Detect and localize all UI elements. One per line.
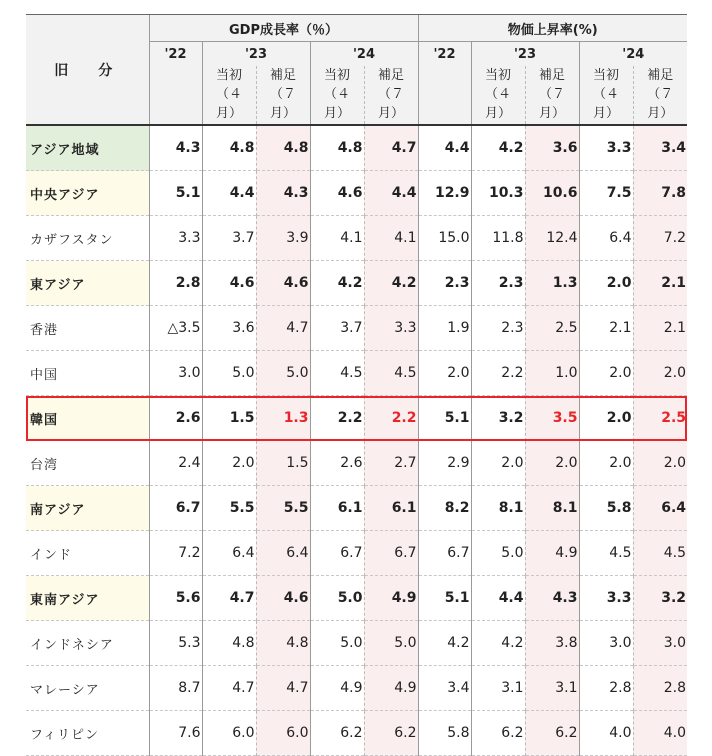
value-cell: 2.3 xyxy=(418,261,471,306)
sub-header-line: （７ xyxy=(377,87,404,102)
value-cell: 4.0 xyxy=(633,711,687,756)
sub-header-line: 当初 xyxy=(215,68,242,83)
gdp-22-sub xyxy=(149,66,202,125)
value-cell: 4.7 xyxy=(256,666,310,711)
gdp-24-revised xyxy=(364,66,418,125)
value-cell: 11.8 xyxy=(471,216,525,261)
value-cell: 5.0 xyxy=(202,351,256,396)
value-cell: 6.7 xyxy=(149,486,202,531)
value-cell: 3.0 xyxy=(633,621,687,666)
gdp-24-initial xyxy=(310,66,364,125)
table-row xyxy=(26,306,687,351)
value-cell: 2.6 xyxy=(149,396,202,441)
sub-header-line: 補足 xyxy=(377,68,404,83)
value-cell: 6.0 xyxy=(256,711,310,756)
value-cell: 2.0 xyxy=(579,351,633,396)
value-cell: 4.6 xyxy=(202,261,256,306)
value-cell: 4.5 xyxy=(579,531,633,576)
value-cell: 4.8 xyxy=(202,621,256,666)
value-cell: 6.2 xyxy=(525,711,579,756)
table-row xyxy=(26,711,687,756)
table-row xyxy=(26,531,687,576)
region-name-cell: アジア地域 xyxy=(26,125,149,171)
value-cell: 3.3 xyxy=(579,125,633,171)
gdp-year-23: '23 xyxy=(202,42,310,67)
value-cell: 2.3 xyxy=(471,306,525,351)
sub-header-line: 月） xyxy=(592,106,619,121)
value-cell: 2.7 xyxy=(364,441,418,486)
value-cell: 3.2 xyxy=(471,396,525,441)
value-cell: 2.0 xyxy=(633,351,687,396)
value-cell: 4.7 xyxy=(256,306,310,351)
value-cell: 2.2 xyxy=(471,351,525,396)
value-cell: 6.2 xyxy=(471,711,525,756)
table-row xyxy=(26,621,687,666)
value-cell: 4.6 xyxy=(256,576,310,621)
region-name-cell: インドネシア xyxy=(30,637,114,653)
value-cell: 6.2 xyxy=(364,711,418,756)
value-cell: 6.4 xyxy=(202,531,256,576)
value-cell: 4.3 xyxy=(256,171,310,216)
sub-header-line: 補足 xyxy=(647,68,674,83)
sub-header-line: 補足 xyxy=(538,68,565,83)
value-cell: 3.9 xyxy=(256,216,310,261)
value-cell: 4.5 xyxy=(633,531,687,576)
value-cell: 4.7 xyxy=(202,666,256,711)
value-cell: 5.1 xyxy=(149,171,202,216)
region-name-cell: 東アジア xyxy=(26,261,149,306)
value-cell: 6.7 xyxy=(310,531,364,576)
value-cell: 3.0 xyxy=(149,351,202,396)
gdp-23-revised xyxy=(256,66,310,125)
value-cell: 4.4 xyxy=(202,171,256,216)
value-cell: 2.2 xyxy=(364,396,418,441)
gdp-23-initial xyxy=(202,66,256,125)
value-cell: 4.8 xyxy=(202,125,256,171)
value-cell: 3.7 xyxy=(310,306,364,351)
sub-header-line: 月） xyxy=(647,106,674,121)
value-cell: 5.0 xyxy=(364,621,418,666)
value-cell: 4.5 xyxy=(364,351,418,396)
value-cell: 2.5 xyxy=(525,306,579,351)
region-name-cell: 韓国 xyxy=(26,396,149,441)
value-cell: 2.0 xyxy=(418,351,471,396)
value-cell: 2.8 xyxy=(633,666,687,711)
value-cell: 8.2 xyxy=(418,486,471,531)
value-cell: 2.0 xyxy=(579,441,633,486)
value-cell: 4.8 xyxy=(256,125,310,171)
cpi-24-initial xyxy=(579,66,633,125)
value-cell: 4.4 xyxy=(471,576,525,621)
value-cell: 6.1 xyxy=(310,486,364,531)
value-cell: 12.9 xyxy=(418,171,471,216)
value-cell: 6.4 xyxy=(256,531,310,576)
value-cell: 4.1 xyxy=(310,216,364,261)
cpi-23-revised xyxy=(525,66,579,125)
sub-header-line: 当初 xyxy=(323,68,350,83)
value-cell: 10.3 xyxy=(471,171,525,216)
value-cell: 2.1 xyxy=(633,261,687,306)
value-cell: 7.8 xyxy=(633,171,687,216)
gdp-year-24: '24 xyxy=(310,42,418,67)
value-cell: 3.5 xyxy=(525,396,579,441)
value-cell: 3.1 xyxy=(471,666,525,711)
value-cell: 6.0 xyxy=(202,711,256,756)
value-cell: 5.0 xyxy=(256,351,310,396)
region-name-cell: フィリピン xyxy=(30,727,99,743)
value-cell: 3.3 xyxy=(149,216,202,261)
value-cell: 5.5 xyxy=(202,486,256,531)
value-cell: 4.9 xyxy=(364,666,418,711)
value-cell: 4.7 xyxy=(202,576,256,621)
sub-header-line: （７ xyxy=(269,87,296,102)
value-cell: 2.9 xyxy=(418,441,471,486)
table-body xyxy=(26,125,687,756)
value-cell: 10.6 xyxy=(525,171,579,216)
value-cell: 2.0 xyxy=(471,441,525,486)
value-cell: 15.0 xyxy=(418,216,471,261)
sub-header-line: 月） xyxy=(323,106,350,121)
value-cell: 7.6 xyxy=(149,711,202,756)
value-cell: 5.3 xyxy=(149,621,202,666)
table-row xyxy=(26,171,687,216)
value-cell: 3.0 xyxy=(579,621,633,666)
value-cell: 2.8 xyxy=(579,666,633,711)
value-cell: 12.4 xyxy=(525,216,579,261)
value-cell: 4.7 xyxy=(364,125,418,171)
value-cell: 4.8 xyxy=(310,125,364,171)
value-cell: 7.5 xyxy=(579,171,633,216)
value-cell: 5.1 xyxy=(418,396,471,441)
value-cell: 4.2 xyxy=(471,125,525,171)
cpi-group-header: 物価上昇率(%) xyxy=(418,15,687,42)
value-cell: 1.5 xyxy=(256,441,310,486)
value-cell: 3.6 xyxy=(525,125,579,171)
value-cell: 4.0 xyxy=(579,711,633,756)
value-cell: 4.9 xyxy=(310,666,364,711)
value-cell: 4.6 xyxy=(310,171,364,216)
table-row xyxy=(26,486,687,531)
value-cell: 1.3 xyxy=(525,261,579,306)
value-cell: 4.4 xyxy=(418,125,471,171)
value-cell: 3.4 xyxy=(633,125,687,171)
table-row xyxy=(26,396,687,441)
value-cell: 4.2 xyxy=(418,621,471,666)
sub-header-line: 月） xyxy=(215,106,242,121)
value-cell: 2.0 xyxy=(579,261,633,306)
value-cell: 1.9 xyxy=(418,306,471,351)
sub-header-line: （４ xyxy=(484,87,511,102)
value-cell: 2.0 xyxy=(525,441,579,486)
region-name-cell: 中国 xyxy=(30,367,59,383)
value-cell: 1.3 xyxy=(256,396,310,441)
region-name-cell: マレーシア xyxy=(30,682,100,698)
region-name-cell: 香港 xyxy=(30,322,59,338)
region-name-cell: インド xyxy=(30,547,73,563)
value-cell: 6.4 xyxy=(633,486,687,531)
value-cell: 3.1 xyxy=(525,666,579,711)
cpi-year-24: '24 xyxy=(579,42,687,67)
value-cell: 2.8 xyxy=(149,261,202,306)
sub-header-line: 月） xyxy=(377,106,404,121)
value-cell: △3.5 xyxy=(149,306,202,351)
value-cell: 8.1 xyxy=(525,486,579,531)
gdp-year-22: '22 xyxy=(149,42,202,67)
value-cell: 3.8 xyxy=(525,621,579,666)
value-cell: 4.9 xyxy=(364,576,418,621)
table-row xyxy=(26,351,687,396)
value-cell: 4.9 xyxy=(525,531,579,576)
value-cell: 7.2 xyxy=(633,216,687,261)
value-cell: 8.1 xyxy=(471,486,525,531)
value-cell: 7.2 xyxy=(149,531,202,576)
value-cell: 4.8 xyxy=(256,621,310,666)
table-row xyxy=(26,125,687,171)
value-cell: 4.2 xyxy=(364,261,418,306)
sub-header-line: 月） xyxy=(538,106,565,121)
table-row xyxy=(26,576,687,621)
value-cell: 5.1 xyxy=(418,576,471,621)
value-cell: 2.0 xyxy=(633,441,687,486)
sub-header-line: （４ xyxy=(323,87,350,102)
value-cell: 6.4 xyxy=(579,216,633,261)
value-cell: 4.4 xyxy=(364,171,418,216)
value-cell: 5.5 xyxy=(256,486,310,531)
cpi-22-sub xyxy=(418,66,471,125)
value-cell: 3.6 xyxy=(202,306,256,351)
cpi-year-23: '23 xyxy=(471,42,579,67)
cpi-24-revised xyxy=(633,66,687,125)
cpi-year-22: '22 xyxy=(418,42,471,67)
value-cell: 6.2 xyxy=(310,711,364,756)
value-cell: 5.8 xyxy=(418,711,471,756)
sub-header-line: 当初 xyxy=(484,68,511,83)
value-cell: 5.0 xyxy=(310,576,364,621)
region-name-cell: 中央アジア xyxy=(26,171,149,216)
value-cell: 2.0 xyxy=(202,441,256,486)
sub-header-line: 当初 xyxy=(592,68,619,83)
sub-header-line: （７ xyxy=(538,87,565,102)
value-cell: 2.5 xyxy=(633,396,687,441)
value-cell: 3.3 xyxy=(579,576,633,621)
value-cell: 2.4 xyxy=(149,441,202,486)
value-cell: 2.2 xyxy=(310,396,364,441)
table-row xyxy=(26,261,687,306)
value-cell: 4.2 xyxy=(471,621,525,666)
value-cell: 4.3 xyxy=(149,125,202,171)
value-cell: 4.6 xyxy=(256,261,310,306)
value-cell: 4.1 xyxy=(364,216,418,261)
sub-header-line: 補足 xyxy=(269,68,296,83)
value-cell: 1.0 xyxy=(525,351,579,396)
value-cell: 8.7 xyxy=(149,666,202,711)
value-cell: 2.1 xyxy=(633,306,687,351)
sub-header-line: （７ xyxy=(647,87,674,102)
region-column-header: 旧 分 xyxy=(26,15,149,126)
sub-header-line: 月） xyxy=(484,106,511,121)
value-cell: 3.7 xyxy=(202,216,256,261)
value-cell: 2.3 xyxy=(471,261,525,306)
table-row xyxy=(26,441,687,486)
table-row xyxy=(26,666,687,711)
table-row xyxy=(26,216,687,261)
value-cell: 5.6 xyxy=(149,576,202,621)
value-cell: 2.0 xyxy=(579,396,633,441)
value-cell: 2.1 xyxy=(579,306,633,351)
value-cell: 2.6 xyxy=(310,441,364,486)
region-name-cell: 南アジア xyxy=(26,486,149,531)
gdp-group-header: GDP成長率（％） xyxy=(149,15,418,42)
value-cell: 4.3 xyxy=(525,576,579,621)
region-name-cell: 東南アジア xyxy=(26,576,149,621)
value-cell: 3.3 xyxy=(364,306,418,351)
sub-header-line: （４ xyxy=(215,87,242,102)
value-cell: 5.0 xyxy=(471,531,525,576)
value-cell: 4.5 xyxy=(310,351,364,396)
region-name-cell: カザフスタン xyxy=(30,232,114,248)
value-cell: 3.4 xyxy=(418,666,471,711)
value-cell: 5.0 xyxy=(310,621,364,666)
value-cell: 3.2 xyxy=(633,576,687,621)
value-cell: 4.2 xyxy=(310,261,364,306)
sub-header-line: （４ xyxy=(592,87,619,102)
value-cell: 6.7 xyxy=(364,531,418,576)
cpi-23-initial xyxy=(471,66,525,125)
value-cell: 5.8 xyxy=(579,486,633,531)
forecast-table xyxy=(26,14,687,756)
value-cell: 6.1 xyxy=(364,486,418,531)
value-cell: 6.7 xyxy=(418,531,471,576)
sub-header-line: 月） xyxy=(269,106,296,121)
value-cell: 1.5 xyxy=(202,396,256,441)
region-name-cell: 台湾 xyxy=(30,457,59,473)
